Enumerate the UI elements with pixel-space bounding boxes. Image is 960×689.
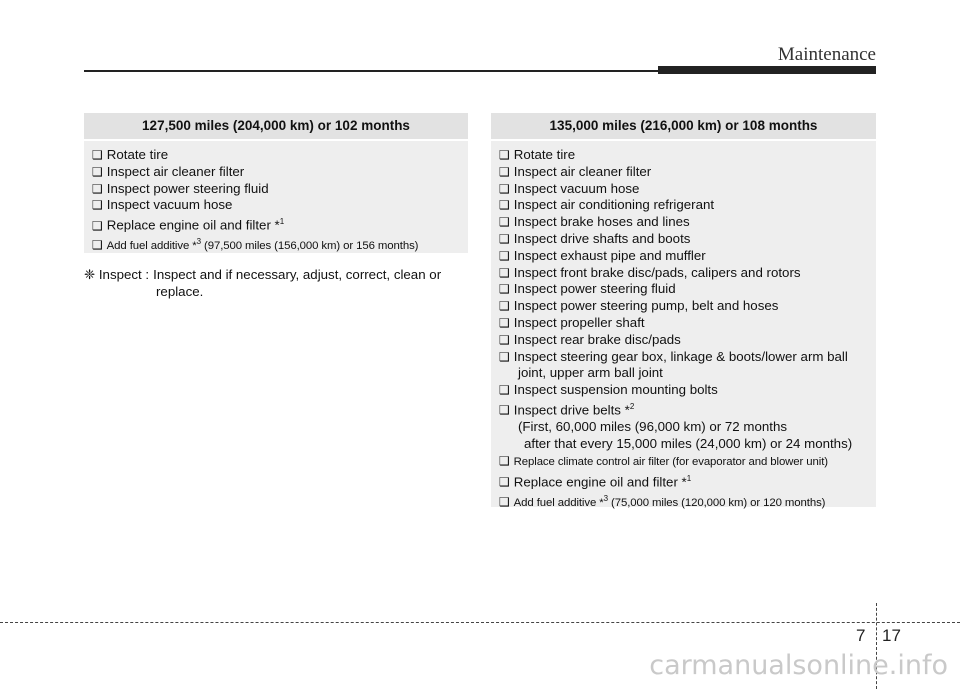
- list-item: ❑ Inspect drive shafts and boots: [499, 230, 691, 246]
- checkbox-icon: ❑: [499, 403, 510, 418]
- checkbox-icon: ❑: [499, 299, 510, 314]
- footer-dashed-rule: [0, 622, 960, 623]
- list-item: ❑ Inspect drive belts *$^2$: [499, 401, 635, 418]
- list-item: ❑ Rotate tire: [499, 147, 576, 162]
- list-item-continued: after that every 15,000 miles (24,000 km) or 24 months): [524, 435, 853, 451]
- list-item: ❑ Inspect brake hoses and lines: [499, 214, 690, 230]
- checkbox-icon: ❑: [92, 181, 103, 196]
- checkbox-icon: ❑: [499, 181, 510, 196]
- maintenance-box-127500: [84, 113, 468, 253]
- header-rule: [84, 70, 660, 72]
- page-section-title: Maintenance: [777, 44, 876, 65]
- checkbox-icon: ❑: [499, 315, 510, 330]
- list-item: ❑ Inspect exhaust pipe and muffler: [499, 247, 706, 263]
- list-item: ❑ Replace engine oil and filter *$^1$: [92, 217, 285, 233]
- checkbox-icon: ❑: [92, 148, 103, 162]
- inspect-note: [84, 266, 468, 300]
- checkbox-icon: ❑: [499, 453, 510, 468]
- checkbox-icon: ❑: [499, 494, 510, 509]
- list-item: ❑ Inspect vacuum hose: [92, 197, 233, 213]
- list-item: ❑ Inspect propeller shaft: [499, 314, 645, 330]
- checkbox-icon: ❑: [499, 164, 510, 179]
- list-item: ❑ Inspect suspension mounting bolts: [499, 382, 718, 398]
- box-heading: 127,500 miles (204,000 km) or 102 months: [84, 113, 468, 141]
- note-text-continued: replace.: [156, 284, 204, 299]
- checklist: [84, 141, 468, 255]
- list-item: ❑ Add fuel additive *$^3$ (97,500 miles (156,000 km) or 156 months): [92, 237, 419, 253]
- list-item: ❑ Replace engine oil and filter *$^1$: [499, 473, 692, 489]
- checkbox-icon: ❑: [92, 198, 103, 213]
- list-item: ❑ Inspect front brake disc/pads, calipers and rotors: [499, 264, 801, 280]
- list-item: ❑ Rotate tire: [92, 147, 169, 162]
- checkbox-icon: ❑: [499, 332, 510, 347]
- checkbox-icon: ❑: [499, 282, 510, 297]
- maintenance-box-135000: [491, 113, 876, 507]
- chapter-number: 7: [856, 626, 866, 645]
- checkbox-icon: ❑: [499, 231, 510, 246]
- list-item: ❑ Inspect vacuum hose: [499, 180, 640, 196]
- list-item: ❑ Inspect power steering fluid: [92, 180, 269, 196]
- list-item: ❑ Inspect rear brake disc/pads: [499, 331, 681, 347]
- header-rule-accent: [658, 66, 876, 74]
- list-item-continued: joint, upper arm ball joint: [518, 365, 663, 381]
- checkbox-icon: ❑: [499, 215, 510, 230]
- checkbox-icon: ❑: [92, 218, 103, 233]
- checklist: [491, 141, 876, 511]
- box-heading: 135,000 miles (216,000 km) or 108 months: [491, 113, 876, 141]
- list-item: ❑ Inspect power steering pump, belt and hoses: [499, 298, 779, 314]
- list-item: ❑ Inspect air cleaner filter: [499, 163, 652, 179]
- checkbox-icon: ❑: [499, 198, 510, 213]
- note-text: Inspect and if necessary, adjust, correct, clean or: [153, 267, 442, 282]
- checkbox-icon: ❑: [499, 383, 510, 398]
- page-number: 17: [882, 626, 901, 645]
- list-item: ❑ Add fuel additive *$^3$ (75,000 miles (120,000 km) or 120 months): [499, 493, 826, 509]
- note-symbol-icon: ❈: [84, 267, 96, 282]
- checkbox-icon: ❑: [499, 474, 510, 489]
- list-item: ❑ Inspect air conditioning refrigerant: [499, 197, 715, 213]
- checkbox-icon: ❑: [499, 148, 510, 162]
- list-item-continued: (First, 60,000 miles (96,000 km) or 72 months: [518, 419, 787, 435]
- list-item: ❑ Inspect power steering fluid: [499, 281, 676, 297]
- list-item: ❑ Inspect steering gear box, linkage & boots/lower arm ball: [499, 348, 848, 364]
- checkbox-icon: ❑: [92, 238, 103, 253]
- checkbox-icon: ❑: [92, 164, 103, 179]
- list-item: ❑ Inspect air cleaner filter: [92, 163, 245, 179]
- watermark: carmanualsonline.info: [649, 650, 948, 681]
- checkbox-icon: ❑: [499, 265, 510, 280]
- note-label: Inspect :: [98, 267, 150, 282]
- checkbox-icon: ❑: [499, 349, 510, 364]
- list-item: ❑ Replace climate control air filter (for evaporator and blower unit): [499, 453, 828, 468]
- checkbox-icon: ❑: [499, 248, 510, 263]
